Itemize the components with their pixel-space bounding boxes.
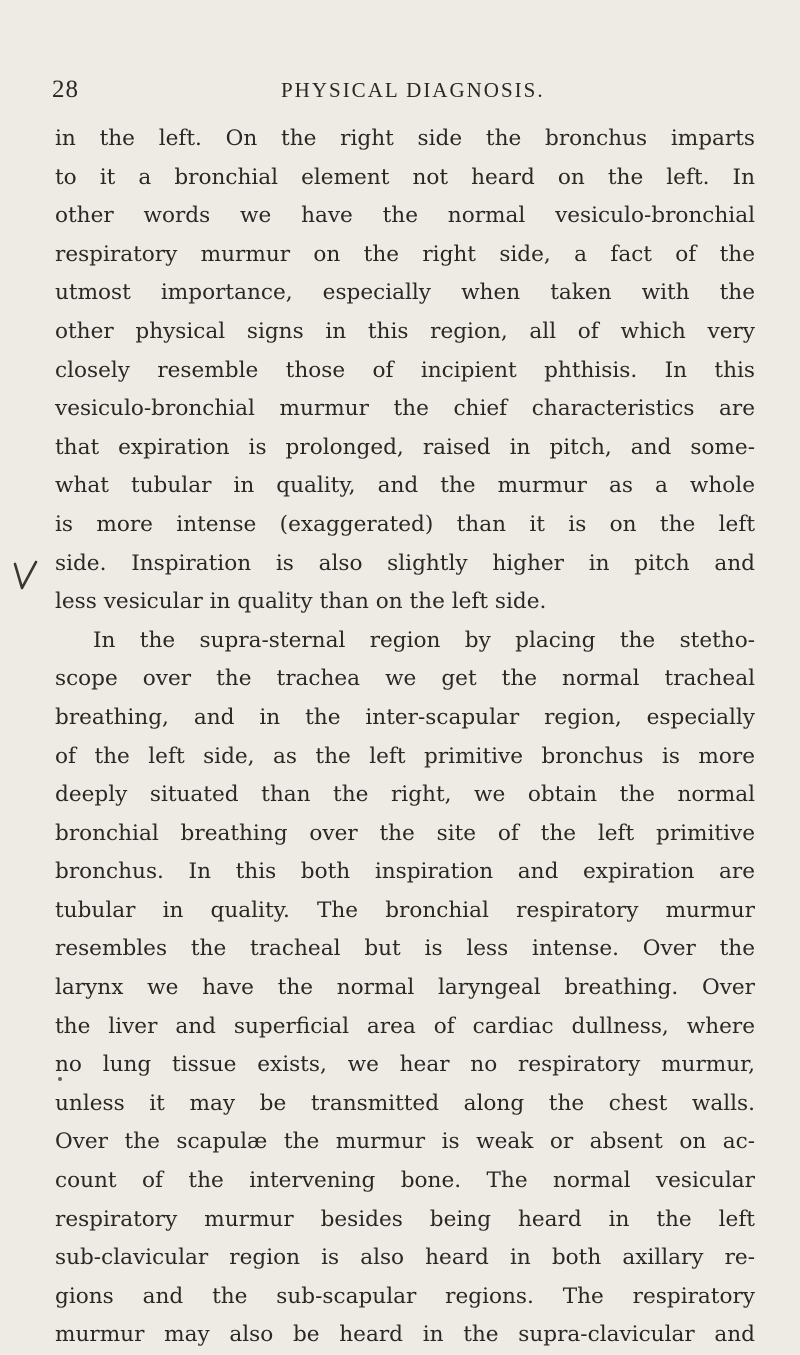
text-line: respiratory murmur besides being heard in the left bbox=[55, 1206, 755, 1232]
text-line: resembles the tracheal but is less intense. Over the bbox=[55, 936, 755, 962]
text-line: of the left side, as the left primitive bronchus is more bbox=[55, 743, 755, 769]
text-line: in the left. On the right side the bronchus imparts bbox=[55, 126, 755, 151]
text-line: Over the scapulæ the murmur is weak or absent on ac- bbox=[55, 1129, 755, 1155]
text-line: utmost importance, especially when taken with the bbox=[55, 280, 755, 306]
text-line: closely resemble those of incipient phthisis. In this bbox=[55, 357, 755, 383]
text-line: respiratory murmur on the right side, a fact of the bbox=[55, 241, 755, 267]
text-line: what tubular in quality, and the murmur as a whole bbox=[55, 473, 755, 499]
text-line: less vesicular in quality than on the left side. bbox=[55, 589, 547, 615]
text-line: other words we have the normal vesiculo-bronchial bbox=[55, 203, 755, 229]
text-line: unless it may be transmitted along the chest walls. bbox=[55, 1090, 755, 1116]
text-line: breathing, and in the inter-scapular region, especially bbox=[55, 704, 755, 730]
text-line: gions and the sub-scapular regions. The respiratory bbox=[55, 1283, 755, 1309]
text-line: tubular in quality. The bronchial respiratory murmur bbox=[55, 897, 755, 923]
text-line: bronchial breathing over the site of the left primitive bbox=[55, 820, 755, 846]
text-line: is more intense (exaggerated) than it is on the left bbox=[55, 511, 755, 537]
text-line: side. Inspiration is also slightly higher in pitch and bbox=[55, 550, 755, 576]
text-line: vesiculo-bronchial murmur the chief characteristics are bbox=[55, 396, 755, 422]
body-text bbox=[55, 120, 755, 1355]
page-number: 28 bbox=[52, 76, 79, 103]
running-head: PHYSICAL DIAGNOSIS. bbox=[281, 78, 545, 102]
paragraph-start: In the supra-sternal region by placing the stetho- bbox=[93, 627, 755, 653]
text-line: other physical signs in this region, all of which very bbox=[55, 318, 755, 344]
margin-check-mark bbox=[12, 560, 40, 592]
text-line: scope over the trachea we get the normal tracheal bbox=[55, 666, 755, 692]
text-line: larynx we have the normal laryngeal breathing. Over bbox=[55, 975, 755, 1001]
text-line: murmur may also be heard in the supra-clavicular and bbox=[55, 1322, 755, 1348]
text-line: to it a bronchial element not heard on the left. In bbox=[55, 164, 755, 190]
text-line: no lung tissue exists, we hear no respiratory murmur, bbox=[55, 1052, 755, 1078]
text-line: sub-clavicular region is also heard in both axillary re- bbox=[55, 1245, 755, 1271]
text-line: bronchus. In this both inspiration and expiration are bbox=[55, 859, 755, 885]
text-line: count of the intervening bone. The normal vesicular bbox=[55, 1168, 755, 1194]
page-header bbox=[52, 76, 752, 110]
text-line: that expiration is prolonged, raised in pitch, and some- bbox=[55, 434, 755, 460]
text-line: deeply situated than the right, we obtain the normal bbox=[55, 782, 755, 808]
text-line: the liver and superficial area of cardiac dullness, where bbox=[55, 1013, 755, 1039]
